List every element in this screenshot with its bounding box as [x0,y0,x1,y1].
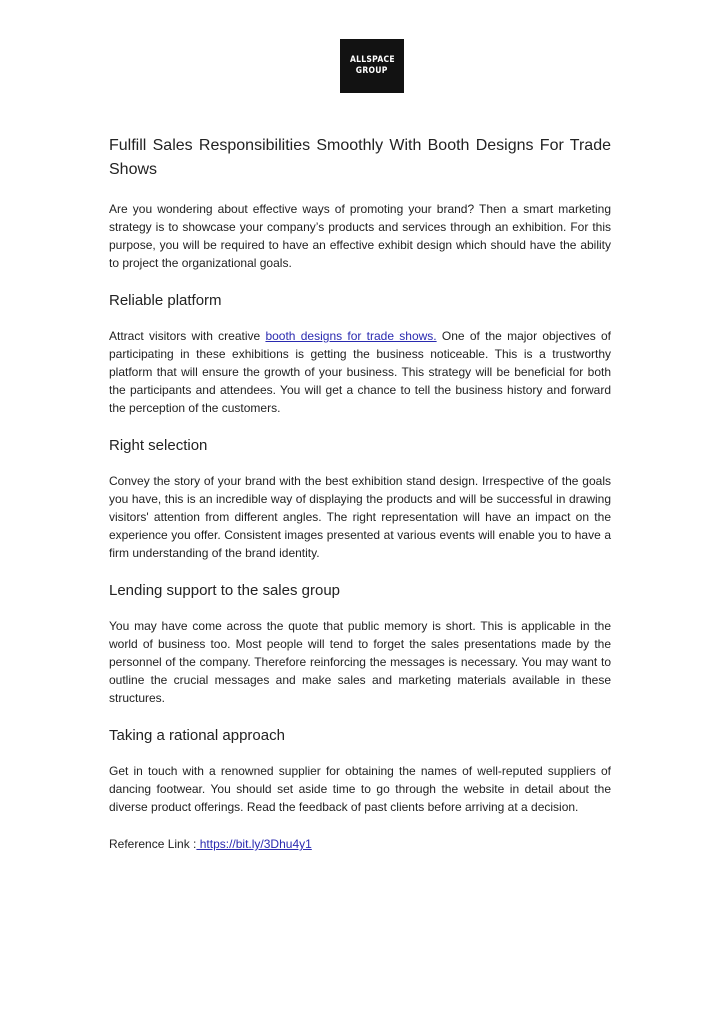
reference-link[interactable]: https://bit.ly/3Dhu4y1 [196,837,312,851]
article [109,134,611,853]
section-heading-right-selection: Right selection [109,437,208,454]
logo-line-2: GROUP [356,66,388,76]
section-paragraph-right-selection: Convey the story of your brand with the best exhibition stand design. Irrespective of the goals you have, this is an incredible way of displaying the products and will be successful in drawing visitors' attention from different angles. The right representation will have an impact on the experience you offer. Consistent images presented at various events will enable you to have a firm understanding of the brand identity. [109,474,611,560]
section-paragraph-sales-group: You may have come across the quote that public memory is short. This is applicable in the world of business too. Most people will tend to forget the sales presentations made by the personnel of the company. Therefore reinforcing the messages is necessary. You may want to outline the crucial messages and make sales and marketing materials available in these structures. [109,619,611,705]
section-heading-rational-approach: Taking a rational approach [109,727,285,744]
intro-paragraph: Are you wondering about effective ways of promoting your brand? Then a smart marketing strategy is to showcase your company’s products and services through an exhibition. For this purpose, you will be required to have an effective exhibit design which should have the ability to project the organizational goals. [109,202,611,270]
allspace-group-logo [340,39,404,93]
logo-line-1: ALLSPACE [349,55,395,65]
page-title: Fulfill Sales Responsibilities Smoothly With Booth Designs For Trade Shows [109,137,611,178]
reference-label: Reference Link : [109,837,197,851]
section-paragraph-reliable-platform [109,327,611,417]
booth-designs-link[interactable]: booth designs for trade shows. [265,329,437,343]
section-heading-sales-group: Lending support to the sales group [109,582,340,599]
section-heading-reliable-platform: Reliable platform [109,292,222,309]
section-paragraph-rational-approach: Get in touch with a renowned supplier for obtaining the names of well-reputed suppliers of dancing footwear. You should set aside time to go through the website in detail about the diverse product offerings. Read the feedback of past clients before arriving at a decision. [109,764,611,814]
paragraph-text: Attract visitors with creative [109,329,266,343]
reference-line [109,835,611,853]
paragraph-text: One of the major objectives of participating in these exhibitions is getting the business noticeable. This is a trustworthy platform that will ensure the growth of your business. This strategy will be beneficial for both the participants and attendees. You will get a chance to tell the business history and forward the perception of the customers. [109,329,611,415]
